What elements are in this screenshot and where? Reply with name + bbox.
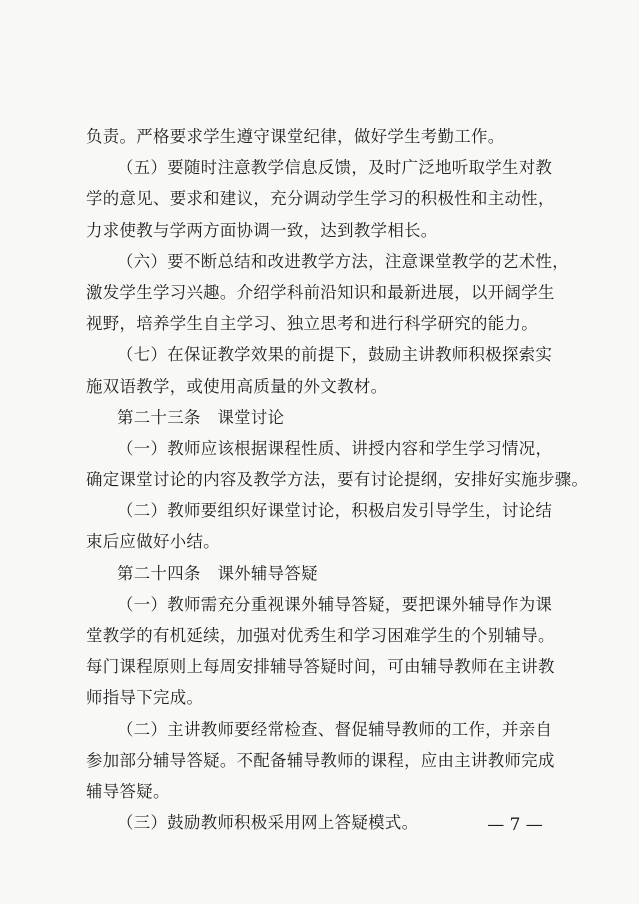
text-line: （一）教师应该根据课程性质、讲授内容和学生学习情况， [117,438,553,458]
text-line: 堂教学的有机延续，加强对优秀生和学习困难学生的个别辅导。 [86,626,555,645]
text-line: 力求使教与学两方面协调一致，达到教学相长。 [86,220,438,240]
document-body [86,121,589,838]
text-line: 确定课堂讨论的内容及教学方法，要有讨论提纲，安排好实施步骤。 [86,470,589,490]
text-line: （六）要不断总结和改进教学方法，注意课堂教学的艺术性， [117,251,569,271]
text-line: 辅导答疑。 [86,781,170,801]
text-line: 视野，培养学生自主学习、独立思考和进行科学研究的能力。 [86,314,538,334]
text-line: 学的意见、要求和建议，充分调动学生学习的积极性和主动性， [86,189,555,209]
text-line: 施双语教学，或使用高质量的外文教材。 [86,376,388,396]
text-line: 负责。严格要求学生遵守课堂纪律，做好学生考勤工作。 [86,127,505,146]
text-line: 每门课程原则上每周安排辅导答疑时间，可由辅导教师在主讲教 [86,657,555,677]
text-line: （五）要随时注意教学信息反馈，及时广泛地听取学生对教 [117,158,553,178]
text-line: （三）鼓励教师积极采用网上答疑模式。 [117,813,419,833]
text-line: （七）在保证教学效果的前提下，鼓励主讲教师积极探索实 [117,345,553,365]
section-heading: 第二十三条 课堂讨论 [117,407,285,427]
section-heading: 第二十四条 课外辅导答疑 [117,563,318,583]
text-line: （一）教师需充分重视课外辅导答疑，要把课外辅导作为课 [117,594,553,614]
text-line: 师指导下完成。 [86,688,204,708]
text-line: 束后应做好小结。 [86,532,220,552]
text-line: （二）主讲教师要经常检查、督促辅导教师的工作，并亲自 [117,719,553,739]
text-line: （二）教师要组织好课堂讨论，积极启发引导学生，讨论结 [117,501,553,521]
text-line: 参加部分辅导答疑。不配备辅导教师的课程，应由主讲教师完成 [86,750,555,770]
page-number: — 7 — [487,815,543,835]
text-line: 激发学生学习兴趣。介绍学科前沿知识和最新进展，以开阔学生 [86,282,555,302]
